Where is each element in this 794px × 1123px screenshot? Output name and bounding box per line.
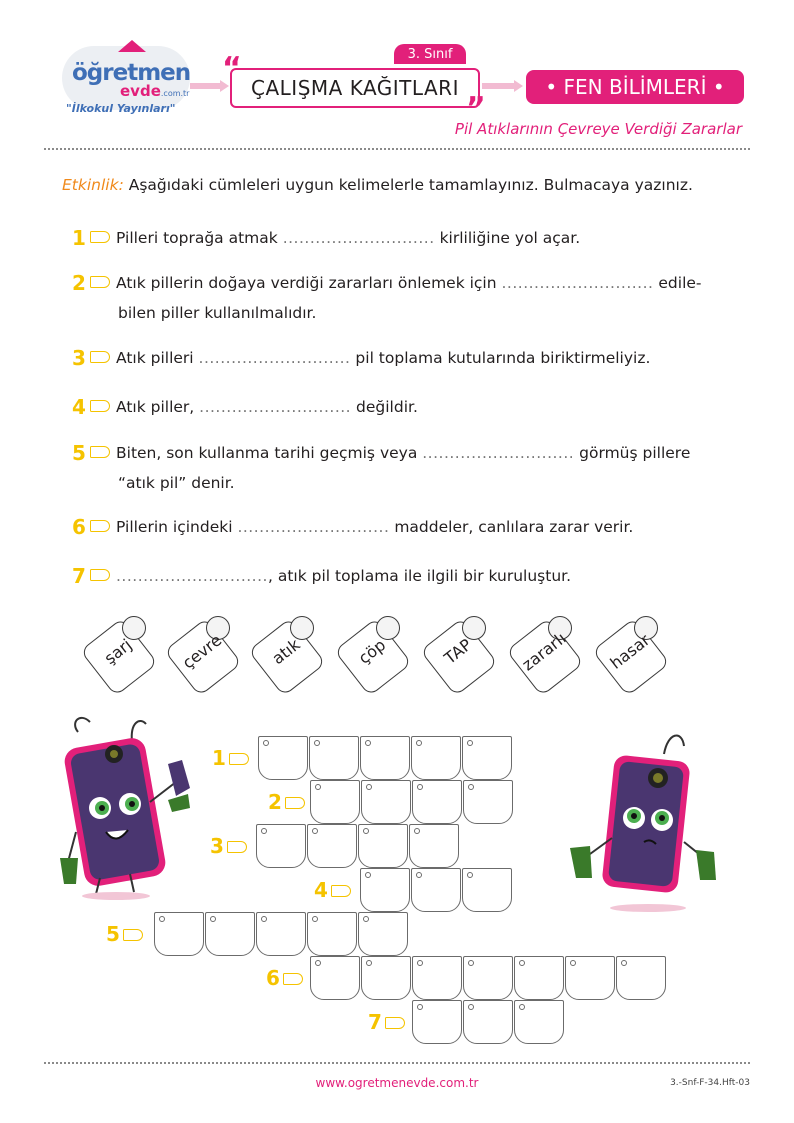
puzzle-cell-5-1[interactable]	[154, 912, 204, 956]
puzzle-cell-3-2[interactable]	[307, 824, 357, 868]
puzzle-cell-6-5[interactable]	[514, 956, 564, 1000]
question-number: 7	[72, 564, 86, 588]
puzzle-cell-3-4[interactable]	[409, 824, 459, 868]
puzzle-cell-2-1[interactable]	[310, 780, 360, 824]
pointing-hand-icon	[90, 569, 110, 581]
question-text: pil toplama kutularında biriktirmeliyiz.	[350, 349, 651, 367]
puzzle-cell-5-3[interactable]	[256, 912, 306, 956]
house-roof-icon	[118, 40, 146, 52]
puzzle-cell-4-3[interactable]	[462, 868, 512, 912]
puzzle-cell-7-1[interactable]	[412, 1000, 462, 1044]
puzzle-row-number: 6	[266, 966, 309, 990]
question-number: 1	[72, 226, 86, 250]
top-divider	[44, 148, 750, 150]
puzzle-cell-1-3[interactable]	[360, 736, 410, 780]
question-2	[72, 268, 732, 328]
close-quote-icon: ”	[466, 91, 486, 126]
logo	[62, 40, 190, 126]
arrow-right-icon	[482, 80, 524, 92]
puzzle-cell-2-2[interactable]	[361, 780, 411, 824]
puzzle-cell-6-7[interactable]	[616, 956, 666, 1000]
word-bank-word: zararlı	[518, 628, 570, 675]
puzzle-cell-6-3[interactable]	[412, 956, 462, 1000]
instruction	[62, 176, 693, 194]
word-battery-3	[254, 618, 318, 690]
question-text: , atık pil toplama ile ilgili bir kuruluştur.	[267, 567, 572, 585]
pointing-hand-icon	[90, 231, 110, 243]
answer-blank[interactable]: ............................	[422, 444, 575, 462]
word-bank-word: çöp	[354, 635, 390, 668]
puzzle-cell-3-3[interactable]	[358, 824, 408, 868]
topic-title: Pil Atıklarının Çevreye Verdiği Zararlar	[454, 120, 742, 138]
puzzle-row-number: 2	[268, 790, 311, 814]
pointing-hand-icon	[90, 400, 110, 412]
bottom-divider	[44, 1062, 750, 1064]
question-text: Atık pillerin doğaya verdiği zararları önlemek için	[116, 274, 502, 292]
puzzle-row-number: 4	[314, 878, 357, 902]
puzzle-cell-2-4[interactable]	[463, 780, 513, 824]
question-number: 5	[72, 441, 86, 465]
instruction-text: Aşağıdaki cümleleri uygun kelimelerle tamamlayınız. Bulmacaya yazınız.	[123, 176, 693, 194]
instruction-label: Etkinlik:	[62, 176, 124, 194]
pointing-hand-icon	[90, 276, 110, 288]
question-number: 2	[72, 271, 86, 295]
question-4	[72, 392, 732, 422]
puzzle-cell-6-4[interactable]	[463, 956, 513, 1000]
question-text-line2: “atık pil” denir.	[118, 474, 235, 492]
puzzle-cell-4-2[interactable]	[411, 868, 461, 912]
puzzle-cell-3-1[interactable]	[256, 824, 306, 868]
logo-tagline: "İlkokul Yayınları"	[66, 102, 176, 115]
puzzle-cell-5-2[interactable]	[205, 912, 255, 956]
question-number: 4	[72, 395, 86, 419]
question-text: Pilleri toprağa atmak	[116, 229, 283, 247]
question-text: maddeler, canlılara zarar verir.	[389, 518, 634, 536]
question-6	[72, 512, 732, 542]
question-text: Pillerin içindeki	[116, 518, 238, 536]
pointing-hand-icon	[90, 351, 110, 363]
subject-badge: • FEN BİLİMLERİ •	[526, 70, 744, 104]
puzzle-cell-1-5[interactable]	[462, 736, 512, 780]
puzzle-row-number: 1	[212, 746, 255, 770]
word-bank-word: şarj	[100, 635, 136, 668]
question-text: görmüş pillere	[574, 444, 691, 462]
logo-sub-text: evde.com.tr	[120, 82, 190, 100]
word-bank-word: çevre	[178, 630, 226, 673]
answer-blank[interactable]: ............................	[116, 567, 268, 585]
answer-blank[interactable]: ............................	[282, 229, 435, 247]
puzzle-cell-5-4[interactable]	[307, 912, 357, 956]
puzzle-cell-4-1[interactable]	[360, 868, 410, 912]
puzzle-cell-7-2[interactable]	[463, 1000, 513, 1044]
robot-waving-illustration	[50, 712, 200, 902]
word-battery-5	[426, 618, 490, 690]
footer-code: 3.-Snf-F-34.Hft-03	[670, 1078, 750, 1088]
question-number: 6	[72, 515, 86, 539]
pointing-hand-icon	[90, 520, 110, 532]
footer-url[interactable]: www.ogretmenevde.com.tr	[315, 1076, 479, 1090]
word-battery-7	[598, 618, 662, 690]
word-bank-word: TAP	[440, 635, 476, 668]
puzzle-cell-1-4[interactable]	[411, 736, 461, 780]
logo-main-text: öğretmen	[72, 60, 191, 86]
question-text: Atık pilleri	[116, 349, 199, 367]
pointing-hand-icon	[331, 885, 351, 897]
puzzle-row-number: 3	[210, 834, 253, 858]
answer-blank[interactable]: ............................	[501, 274, 654, 292]
puzzle-row-number: 7	[368, 1010, 411, 1034]
grade-tab: 3. Sınıf	[394, 44, 466, 64]
pointing-hand-icon	[123, 929, 143, 941]
question-text: kirliliğine yol açar.	[434, 229, 581, 247]
pointing-hand-icon	[285, 797, 305, 809]
puzzle-cell-1-2[interactable]	[309, 736, 359, 780]
puzzle-cell-6-2[interactable]	[361, 956, 411, 1000]
answer-blank[interactable]: ............................	[198, 349, 351, 367]
question-7	[72, 561, 732, 591]
puzzle-cell-6-6[interactable]	[565, 956, 615, 1000]
word-bank-word: atık	[268, 634, 304, 669]
word-bank-word: hasar	[606, 630, 654, 673]
puzzle-cell-1-1[interactable]	[258, 736, 308, 780]
puzzle-cell-6-1[interactable]	[310, 956, 360, 1000]
question-3	[72, 343, 732, 373]
answer-blank[interactable]: ............................	[237, 518, 390, 536]
puzzle-cell-5-5[interactable]	[358, 912, 408, 956]
word-battery-6	[512, 618, 576, 690]
question-text-line2: bilen piller kullanılmalıdır.	[118, 304, 317, 322]
question-text: edile-	[653, 274, 702, 292]
puzzle-cell-2-3[interactable]	[412, 780, 462, 824]
pointing-hand-icon	[90, 446, 110, 458]
question-text: Biten, son kullanma tarihi geçmiş veya	[116, 444, 423, 462]
open-quote-icon: “	[222, 51, 242, 86]
question-text: değildir.	[351, 398, 418, 416]
answer-blank[interactable]: ............................	[199, 398, 352, 416]
puzzle-cell-7-3[interactable]	[514, 1000, 564, 1044]
page-title: ÇALIŞMA KAĞITLARI	[230, 68, 480, 108]
robot-thinking-illustration	[564, 718, 734, 914]
question-text: Atık piller,	[116, 398, 200, 416]
pointing-hand-icon	[385, 1017, 405, 1029]
question-1	[72, 223, 732, 253]
pointing-hand-icon	[283, 973, 303, 985]
puzzle-row-number: 5	[106, 922, 149, 946]
word-battery-2	[170, 618, 234, 690]
word-battery-4	[340, 618, 404, 690]
question-5	[72, 438, 732, 498]
question-number: 3	[72, 346, 86, 370]
pointing-hand-icon	[229, 753, 249, 765]
word-battery-1	[86, 618, 150, 690]
pointing-hand-icon	[227, 841, 247, 853]
